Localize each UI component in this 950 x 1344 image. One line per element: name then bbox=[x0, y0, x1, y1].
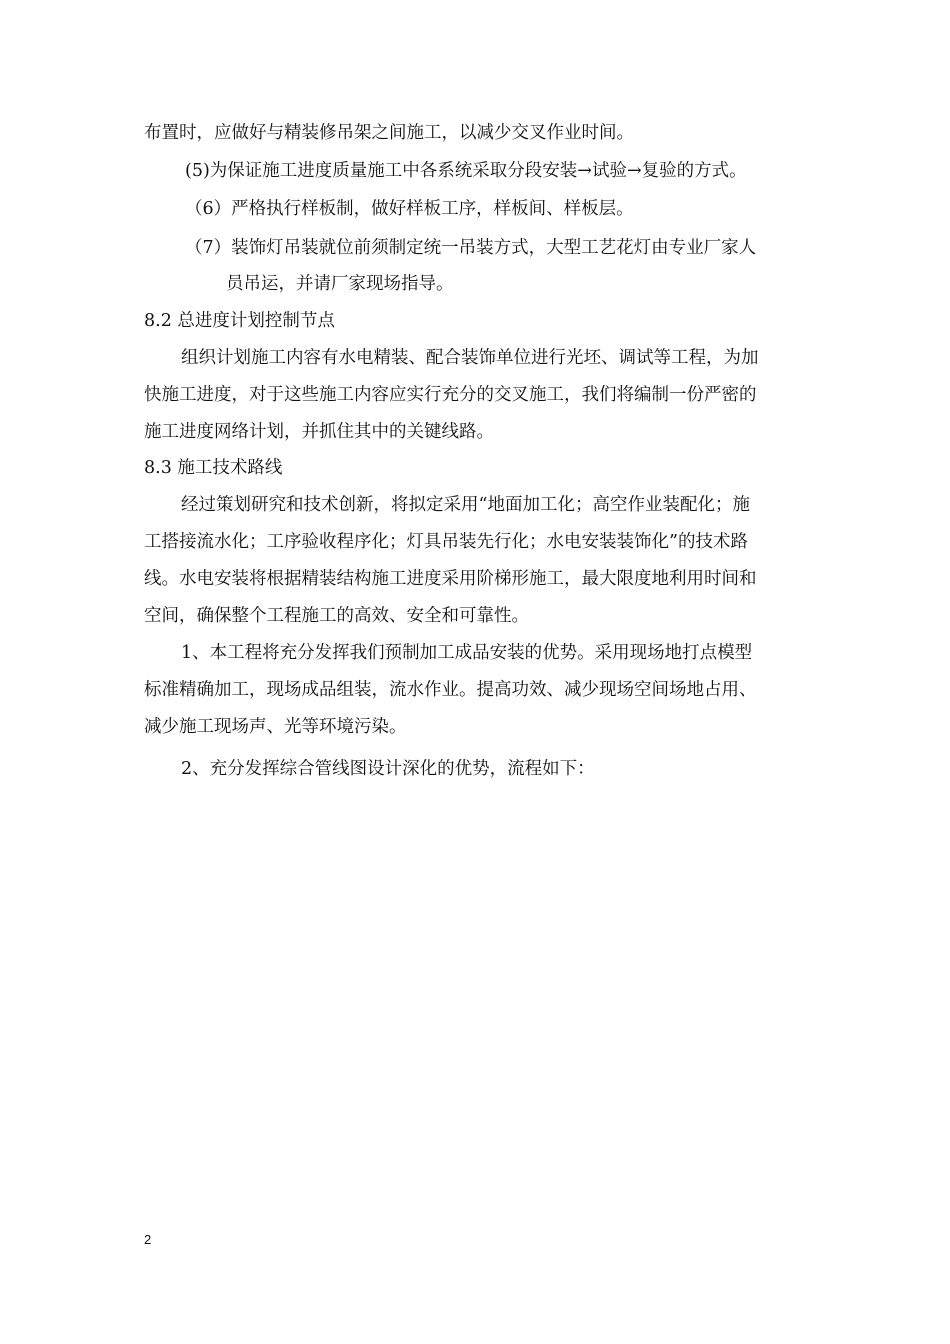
list-item-7: （7）装饰灯吊装就位前须制定统一吊装方式，大型工艺花灯由专业厂家人 bbox=[185, 238, 757, 258]
paragraph-line: 经过策划研究和技术创新，将拟定采用“地面加工化；高空作业装配化；施 bbox=[181, 495, 750, 515]
text-line: 布置时，应做好与精装修吊架之间施工，以减少交叉作业时间。 bbox=[144, 123, 634, 143]
paragraph-line: 快施工进度，对于这些施工内容应实行充分的交叉施工，我们将编制一份严密的 bbox=[144, 385, 757, 405]
section-heading-8-3: 8.3 施工技术路线 bbox=[144, 458, 283, 478]
page-number: 2 bbox=[144, 1232, 152, 1247]
paragraph-line: 施工进度网络计划，并抓住其中的关键线路。 bbox=[144, 422, 494, 442]
paragraph-line: 2、充分发挥综合管线图设计深化的优势，流程如下： bbox=[181, 759, 595, 779]
section-heading-8-2: 8.2 总进度计划控制节点 bbox=[144, 311, 335, 331]
paragraph-line: 减少施工现场声、光等环境污染。 bbox=[144, 717, 407, 737]
list-item-5: (5)为保证施工进度质量施工中各系统采取分段安装→试验→复验的方式。 bbox=[185, 161, 747, 181]
paragraph-line: 空间，确保整个工程施工的高效、安全和可靠性。 bbox=[144, 606, 529, 626]
paragraph-line: 工搭接流水化；工序验收程序化；灯具吊装先行化；水电安装装饰化”的技术路 bbox=[144, 532, 748, 552]
paragraph-line: 组织计划施工内容有水电精装、配合装饰单位进行光坯、调试等工程，为加 bbox=[181, 348, 759, 368]
list-item-6: （6）严格执行样板制，做好样板工序，样板间、样板层。 bbox=[185, 199, 634, 219]
paragraph-line: 1、本工程将充分发挥我们预制加工成品安装的优势。采用现场地打点模型 bbox=[181, 643, 753, 663]
list-item-7-continuation: 员吊运，并请厂家现场指导。 bbox=[226, 274, 454, 294]
paragraph-line: 标准精确加工，现场成品组装，流水作业。提高功效、减少现场空间场地占用、 bbox=[144, 680, 757, 700]
paragraph-line: 线。水电安装将根据精装结构施工进度采用阶梯形施工，最大限度地利用时间和 bbox=[144, 569, 757, 589]
